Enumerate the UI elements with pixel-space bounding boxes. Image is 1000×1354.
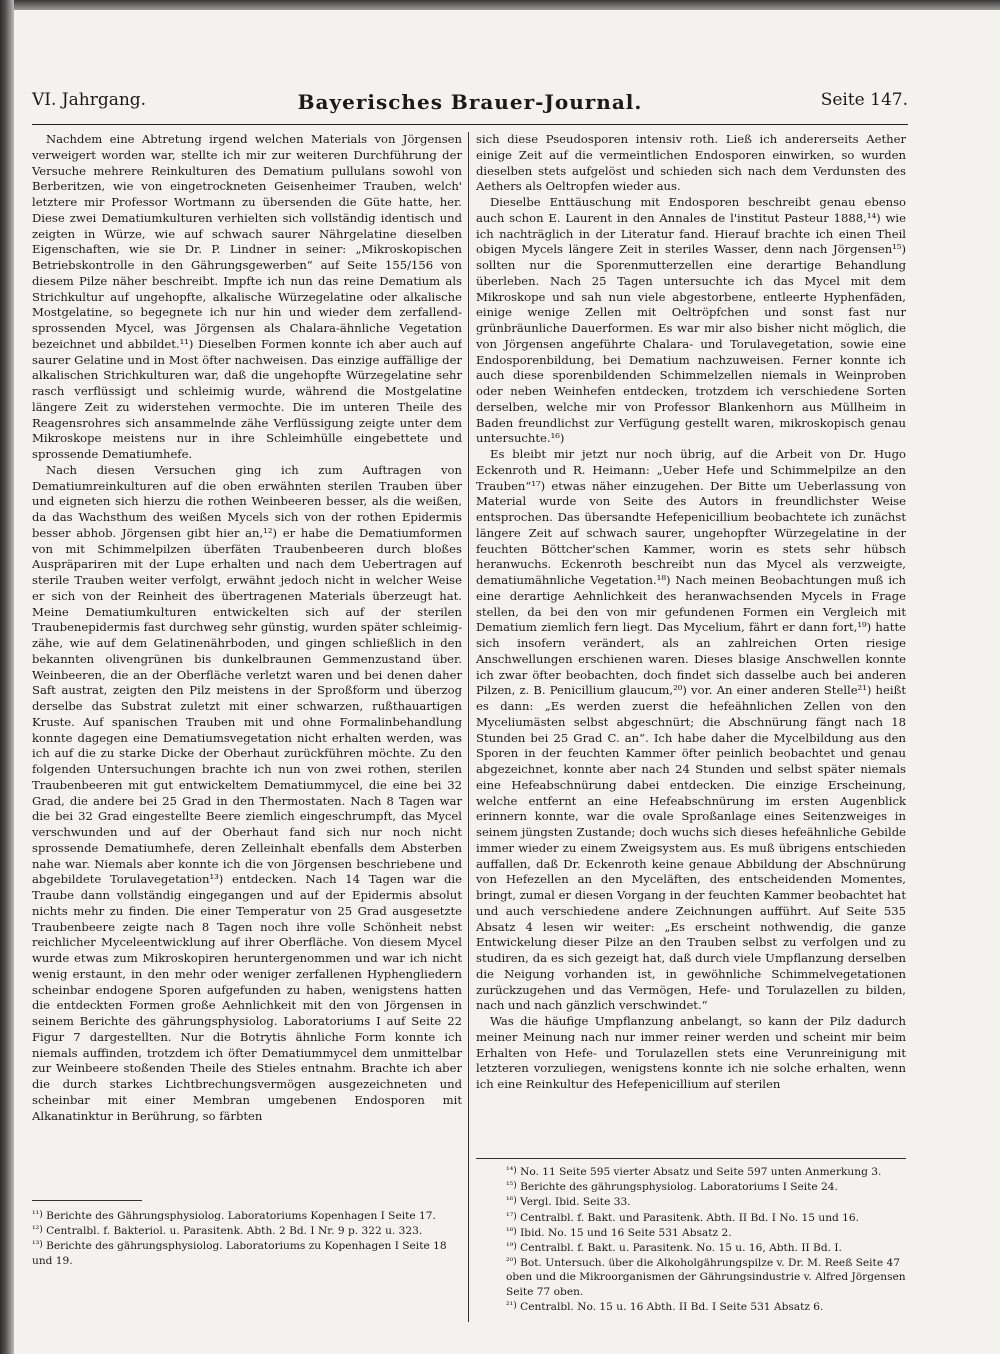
footnote [476, 1255, 906, 1299]
journal-title: Bayerisches Brauer-Journal. [297, 90, 643, 114]
footnotes-left [32, 1208, 462, 1268]
volume-label: VI. Jahrgang. [32, 90, 147, 110]
footnote [476, 1225, 906, 1240]
page-binding-edge [0, 0, 14, 1354]
page-header [32, 90, 908, 120]
left-column [32, 132, 462, 1190]
footnote [32, 1238, 462, 1267]
paragraph: Nach diesen Versuchen ging ich zum Auftragen von Dematiumreinkulturen auf die oben erwähnten sterilen Trauben über und eigneten sich hierzu die rothen Weinbeeren besser, als die weißen, da das Wachsthum des weißen Mycels sich von der rothen Epidermis besser abhob. Jörgensen gibt hier an,¹²) er habe die Dematiumformen von mit Schimmelpilzen überfäten Traubenbeeren durch bloßes Auspräpariren mit der Lupe erhalten und nach dem Uebertragen auf sterile Trauben weiter verfolgt, erwähnt jedoch nicht in welcher Weise er sich von der Reinheit des übertragenen Materials überzeugt hat. Meine Dematiumkulturen entwickelten sich auf der sterilen Traubenepidermis fast durchweg sehr günstig, wurden später schleimig-zähe, wie auf dem Gelatinenährboden, und gingen schließlich in den bekannten olivengrünen bis dunkelbraunen Gemmenzustand über. Weinbeeren, die an der Oberfläche verletzt waren und bei denen daher Saft austrat, zeigten den Pilz meistens in der Sproßform und überzog derselbe das Substrat zuletzt mit einer schwarzen, rußthauartigen Kruste. Auf spanischen Trauben mit und ohne Formalinbehandlung konnte dagegen eine Dematiumsvegetation nicht erhalten werden, was ich auf die zu starke Dicke der Oberhaut zurückführen möchte. Zu den folgenden Untersuchungen brachte ich nun von zwei rothen, sterilen Traubenbeeren mit gut entwickeltem Dematiummycel, die eine bei 32 Grad, die andere bei 25 Grad in den Thermostaten. Nach 8 Tagen war die bei 32 Grad eingestellte Beere ziemlich eingeschrumpft, das Mycel verschwunden und auf der Oberhaut fand sich nur noch nicht sprossende Dematiumhefe, deren Zelleinhalt ebenfalls dem Absterben nahe war. Niemals aber konnte ich die von Jörgensen beschriebene und abgebildete Torulavegetation¹³) entdecken. Nach 14 Tagen war die Traube dann vollständig eingegangen und auf der Epidermis absolut nichts mehr zu finden. Die einer Temperatur von 25 Grad ausgesetzte Traubenbeere zeigte nach 8 Tagen noch ihre volle Schönheit nebst reichlicher Myceleentwicklung auf ihrer Oberfläche. Von diesem Mycel wurde etwas zum Mikroskopiren heruntergenommen und war ich nicht wenig erstaunt, in den mehr oder weniger zerfallenen Hyphengliedern scheinbar endogene Sporen aufgefunden zu haben, wenigstens hatten die entdeckten Formen große Aehnlichkeit mit den von Jörgensen in seinem Berichte des gährungsphysiolog. Laboratoriums I auf Seite 22 Figur 7 dargestellten. Nur die Botrytis ähnliche Form konnte ich niemals auffinden, trotzdem ich öfter Dematiummycel dem unmittelbar zur Weinbeere stoßenden Theile des Stieles entnahm. Brachte ich aber die durch starkes Lichtbrechungsvermögen ausgezeichneten und scheinbar mit einer Membran umgebenen Endosporen mit Alkanatinktur in Berührung, so färbten [32, 462, 462, 1123]
paragraph: Nachdem eine Abtretung irgend welchen Materials von Jörgensen verweigert worden war, stellte ich mir zur weiteren Durchführung der Versuche mehrere Reinkulturen des Dematium pullulans sowohl von Berberitzen, wie von eingetrockneten Geisenheimer Trauben, welch' letztere mir Professor Wortmann zu übersenden die Güte hatte, her. Diese zwei Dematiumkulturen verhielten sich vollständig identisch und zeigten in Würze, wie auf schwach saurer Nährgelatine dieselben Eigenschaften, wie sie Dr. P. Lindner in seiner: „Mikroskopischen Betriebskontrolle in den Gährungsgewerben“ auf Seite 155/156 von diesem Pilze näher beschreibt. Impfte ich nun das reine Dematium als Strichkultur auf ungehopfte, alkalische Würzegelatine oder alkalische Mostgelatine, so begegnete ich nur hin und wieder dem zerfallend-sprossenden Mycel, was Jörgensen als Chalara-ähnliche Vegetation bezeichnet und abbildet.¹¹) Dieselben Formen konnte ich aber auch auf saurer Gelatine und in Most öfter nachweisen. Das einzige auffällige der alkalischen Strichkulturen war, daß die ungehopfte Würzegelatine sehr rasch verflüssigt und schleimig wurde, während die Mostgelatine längere Zeit zu widerstehen vermochte. Die im unteren Theile des Reagensrohres sich ansammelnde zähe Verflüssigung zeigte unter dem Mikroskope meistens nur in ihre Schleimhülle eingebettete und sprossende Dematiumhefe. [32, 132, 462, 461]
paragraph: Dieselbe Enttäuschung mit Endosporen beschreibt genau ebenso auch schon E. Laurent in den Annales de l'institut Pasteur 1888,¹⁴) wie ich nachträglich in der Literatur fand. Hierauf brachte ich einen Theil obigen Mycels längere Zeit in steriles Wasser, denn nach Jörgensen¹⁵) sollten nur die Sporenmutterzellen eine derartige Behandlung überleben. Nach 25 Tagen untersuchte ich das Mycel mit dem Mikroskope und sah nun viele abgestorbene, entleerte Hyphenfäden, einige wenige Zellen mit Oeltröpfchen und sonst fast nur grünbräunliche Dauerformen. Es war mir also bisher nicht möglich, die von Jörgensen angeführte Chalara- und Torulavegetation, sowie eine Endosporenbildung, bei Dematium nachzuweisen. Ferner konnte ich auch diese sporenbildenden Schimmelzellen niemals in Weinproben oder neben Weinhefen entdecken, trotzdem ich verschiedene Sorten derselben, welche mir von Professor Blankenhorn aus Müllheim in Baden freundlichst zur Verfügung gestellt waren, mikroskopisch genau untersuchte.¹⁶) [476, 195, 906, 446]
footnotes-right [476, 1164, 906, 1314]
paragraph: Was die häufige Umpflanzung anbelangt, so kann der Pilz dadurch meiner Meinung nach nur immer reiner werden und scheint mir beim Erhalten von Hefe- und Torulazellen stets eine Verunreinigung mit letzteren vorzuliegen, wenigstens konnte ich nie solche erhalten, wenn ich eine Reinkultur des Hefepenicillium auf sterilen [476, 1014, 906, 1091]
footnote-mark: ²¹) [506, 1300, 517, 1311]
footnote-mark: ¹⁵) [506, 1181, 517, 1192]
page-number: Seite 147. [820, 90, 908, 110]
footnote-mark: ¹⁹) [506, 1242, 517, 1253]
footnote-text: Centralbl. f. Bakt. und Parasitenk. Abth. II Bd. I No. 15 und 16. [520, 1211, 860, 1224]
footnote-mark: ¹⁸) [506, 1226, 517, 1237]
paragraph: sich diese Pseudosporen intensiv roth. Ließ ich andererseits Aether einige Zeit auf die vermeintlichen Endosporen einwirken, so wurden dieselben stets aufgelöst und schieden sich nach dem Verdunsten des Aethers als Oeltropfen wieder aus. [476, 132, 906, 194]
footnote [476, 1299, 906, 1314]
footnote-mark: ¹⁷) [506, 1211, 517, 1222]
footnote-text: Vergl. Ibid. Seite 33. [520, 1196, 631, 1209]
footnote [32, 1223, 462, 1238]
footnote-text: Ibid. No. 15 und 16 Seite 531 Absatz 2. [520, 1226, 732, 1239]
footnote-mark: ¹¹) [32, 1210, 43, 1220]
footnote-mark: ¹⁶) [506, 1196, 517, 1207]
footnote-mark: ¹⁴) [506, 1166, 517, 1176]
footnote-text: Centralbl. f. Bakt. u. Parasitenk. No. 15 u. 16, Abth. II Bd. I. [520, 1242, 842, 1255]
paragraph: Es bleibt mir jetzt nur noch übrig, auf die Arbeit von Dr. Hugo Eckenroth und R. Heimann: „Ueber Hefe und Schimmelpilze an den Trauben“¹⁷) etwas näher einzugehen. Der Bitte um Ueberlassung von Material wurde von Seite des Autors in freundlichster Weise entsprochen. Das übersandte Hefepenicillium beobachtete ich zunächst längere Zeit auf schwach saurer, ungehopfter Würzegelatine in der feuchten Böttcher'schen Kammer, worin es stets sehr hübsch heranwuchs. Eckenroth beschreibt nun das Mycel als verzweigte, dematiumähnliche Vegetation.¹⁸) Nach meinen Beobachtungen muß ich eine derartige Aehnlichkeit des heranwachsenden Mycels in Frage stellen, da bei den von mir gefundenen Formen ein Vergleich mit Dematium ziemlich fern liegt. Das Mycelium, fährt er dann fort,¹⁹) hatte sich insofern verändert, als an zahlreichen Orten riesige Anschwellungen erschienen waren. Dieses blasige Anschwellen konnte ich zwar öfter beobachten, doch findet sich dasselbe auch bei anderen Pilzen, z. B. Penicillium glaucum,²⁰) vor. An einer anderen Stelle²¹) heißt es dann: „Es werden zuerst die hefeähnlichen Zellen von den Myceliumästen selbst abgeschnürt; die Abschnürung fängt nach 18 Stunden bei 25 Grad C. an“. Ich habe daher die Mycelbildung aus den Sporen in der feuchten Kammer öfter peinlich beobachtet und genau abgezeichnet, konnte aber nach 24 Stunden und selbst später niemals eine Hefeabschnürung dabei entdecken. Die einzige Erscheinung, welche entfernt an eine Hefeabschnürung im ersten Augenblick erinnern konnte, war die ovale Sproßanlage eines Seitenzweiges in seinem jüngsten Zustande; doch wuchs sich dieses hefeähnliche Gebilde immer wieder zu einem Zweigsystem aus. Es muß übrigens entschieden auffallen, daß Dr. Eckenroth keine genaue Abbildung der Abschnürung von Hefezellen an den Myceläften, des entscheidenden Momentes, bringt, zumal er diesen Vorgang in der feuchten Kammer beobachtet hat und auch verschiedene andere Zeichnungen aufführt. Auf Seite 535 Absatz 4 lesen wir weiter: „Es erscheint nothwendig, die ganze Entwickelung dieser Pilze an den Trauben selbst zu verfolgen und zu studiren, da es sich gezeigt hat, daß durch viele Umpflanzung derselben die Neigung vorhanden ist, in gewöhnliche Schimmelvegetationen zurückzugehen und das Vermögen, Hefe- und Torulazellen zu bilden, nach und nach gänzlich verschwindet.“ [476, 447, 906, 1013]
footnote-text: Berichte des gährungsphysiolog. Laboratoriums I Seite 24. [520, 1181, 838, 1194]
footnote-text: Bot. Untersuch. über die Alkoholgährungspilze v. Dr. M. Reeß Seite 47 oben und die Mikroorganismen der Gährungsindustrie v. Alfred Jörgensen Seite 77 oben. [506, 1257, 906, 1298]
footnote-rule-left [32, 1200, 142, 1201]
footnote-text: No. 11 Seite 595 vierter Absatz und Seite 597 unten Anmerkung 3. [520, 1166, 882, 1178]
footnote-rule-right [476, 1158, 906, 1159]
footnote-text: Centralbl. f. Bakteriol. u. Parasitenk. Abth. 2 Bd. I Nr. 9 p. 322 u. 323. [46, 1225, 423, 1238]
footnote-text: Centralbl. No. 15 u. 16 Abth. II Bd. I Seite 531 Absatz 6. [520, 1300, 824, 1313]
footnote-mark: ²⁰) [506, 1257, 517, 1268]
footnote-mark: ¹³) [32, 1240, 43, 1251]
footnote [476, 1194, 906, 1209]
page-top-shadow [0, 0, 1000, 10]
footnote [476, 1240, 906, 1255]
footnote [476, 1164, 906, 1179]
header-rule [32, 124, 908, 125]
footnote-text: Berichte des Gährungsphysiolog. Laboratoriums Kopenhagen I Seite 17. [46, 1210, 436, 1222]
right-column [476, 132, 906, 1152]
footnote-mark: ¹²) [32, 1225, 43, 1236]
footnote [476, 1179, 906, 1194]
footnote-text: Berichte des gährungsphysiolog. Laboratoriums zu Kopenhagen I Seite 18 und 19. [32, 1240, 447, 1267]
footnote [476, 1210, 906, 1225]
footnote [32, 1208, 462, 1223]
column-divider [468, 132, 469, 1322]
